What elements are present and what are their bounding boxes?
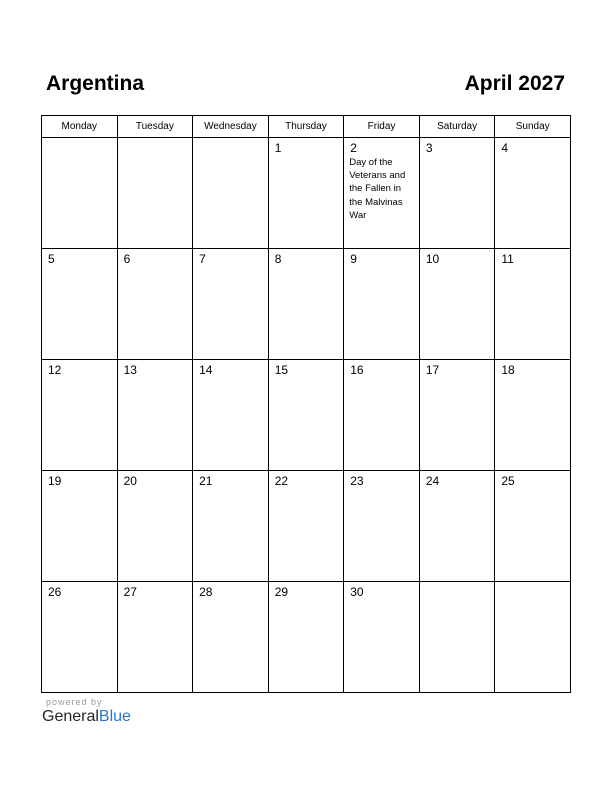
weekday-header: Thursday xyxy=(268,116,344,138)
day-cell xyxy=(268,249,344,360)
weekday-header-row xyxy=(42,116,571,138)
day-number: 3 xyxy=(425,141,433,155)
day-cell xyxy=(344,582,420,693)
day-cell xyxy=(117,582,193,693)
day-cell xyxy=(268,360,344,471)
day-number: 17 xyxy=(425,363,440,377)
day-cell xyxy=(419,471,495,582)
day-number: 13 xyxy=(123,363,137,377)
week-row xyxy=(42,360,571,471)
day-number: 22 xyxy=(274,474,289,488)
day-number: 8 xyxy=(274,252,282,266)
day-number: 1 xyxy=(274,141,282,155)
day-cell xyxy=(344,360,420,471)
day-cell xyxy=(344,138,420,249)
calendar-grid xyxy=(41,115,571,693)
day-number: 2 xyxy=(350,141,357,155)
day-cell xyxy=(193,360,269,471)
day-number: 29 xyxy=(274,585,289,599)
day-number: 28 xyxy=(199,585,213,599)
day-cell xyxy=(42,360,118,471)
day-cell xyxy=(419,360,495,471)
month-title: April 2027 xyxy=(464,72,565,95)
week-row xyxy=(42,138,571,249)
country-title: Argentina xyxy=(46,72,145,95)
day-cell xyxy=(419,138,495,249)
day-cell xyxy=(268,138,344,249)
day-number: 6 xyxy=(123,252,131,266)
day-cell xyxy=(268,582,344,693)
weekday-header: Saturday xyxy=(419,116,495,138)
day-cell xyxy=(495,471,571,582)
day-number: 19 xyxy=(48,474,62,488)
weekday-header: Wednesday xyxy=(193,116,269,138)
day-number: 18 xyxy=(501,363,515,377)
day-number: 16 xyxy=(350,363,364,377)
day-cell xyxy=(193,582,269,693)
holiday-label: Day of the Veterans and the Fallen in the Malvinas War xyxy=(349,157,406,221)
day-cell xyxy=(419,249,495,360)
day-cell xyxy=(193,471,269,582)
day-number: 20 xyxy=(123,474,137,488)
day-cell xyxy=(193,249,269,360)
day-number: 7 xyxy=(199,252,206,266)
generalblue-logo xyxy=(42,708,131,726)
week-row xyxy=(42,471,571,582)
brand-general-text: General xyxy=(42,708,99,725)
day-cell xyxy=(268,471,344,582)
day-cell xyxy=(344,249,420,360)
day-cell xyxy=(344,471,420,582)
day-number: 27 xyxy=(123,585,137,599)
day-number: 24 xyxy=(425,474,440,488)
day-cell xyxy=(495,360,571,471)
empty-day-cell xyxy=(419,582,495,693)
day-number: 23 xyxy=(350,474,364,488)
weekday-header: Monday xyxy=(42,116,118,138)
day-number: 14 xyxy=(199,363,213,377)
day-number: 12 xyxy=(48,363,62,377)
empty-day-cell xyxy=(495,582,571,693)
day-number: 25 xyxy=(501,474,515,488)
day-cell xyxy=(42,582,118,693)
empty-day-cell xyxy=(193,138,269,249)
week-row xyxy=(42,249,571,360)
day-number: 30 xyxy=(350,585,364,599)
day-cell xyxy=(495,249,571,360)
day-cell xyxy=(42,471,118,582)
empty-day-cell xyxy=(42,138,118,249)
day-cell xyxy=(495,138,571,249)
weekday-header: Friday xyxy=(344,116,420,138)
day-number: 4 xyxy=(501,141,509,155)
day-cell xyxy=(42,249,118,360)
day-number: 15 xyxy=(274,363,289,377)
weekday-header: Tuesday xyxy=(117,116,193,138)
day-number: 9 xyxy=(350,252,357,266)
weekday-header: Sunday xyxy=(495,116,571,138)
brand-blue-text: Blue xyxy=(98,708,131,725)
empty-day-cell xyxy=(117,138,193,249)
day-cell xyxy=(117,471,193,582)
day-number: 10 xyxy=(425,252,440,266)
day-number: 11 xyxy=(501,252,514,266)
day-number: 26 xyxy=(48,585,62,599)
day-cell xyxy=(117,360,193,471)
powered-by-label: powered by xyxy=(46,697,103,707)
day-number: 21 xyxy=(199,474,213,488)
day-cell xyxy=(117,249,193,360)
day-number: 5 xyxy=(48,252,55,266)
week-row xyxy=(42,582,571,693)
